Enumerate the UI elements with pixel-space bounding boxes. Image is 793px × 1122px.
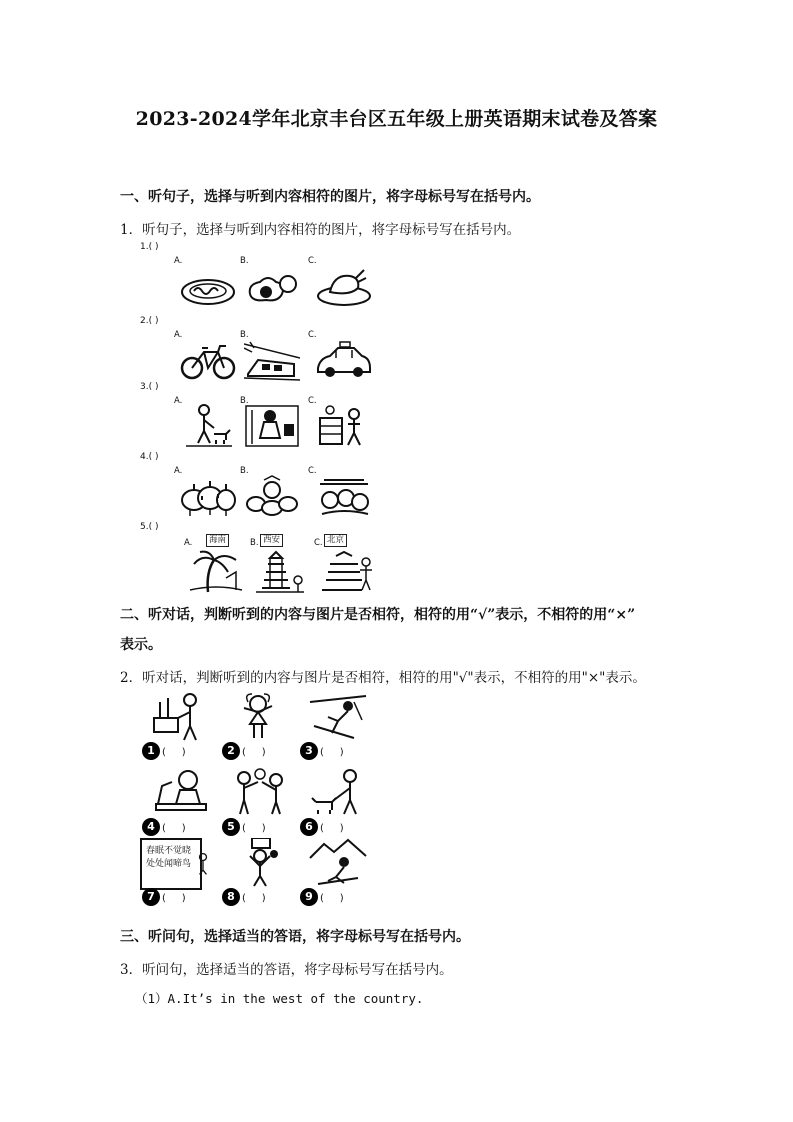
item-number-badge: 4 — [142, 818, 160, 836]
option-a-label: A. — [174, 466, 183, 476]
option-a-label: A. — [174, 330, 183, 340]
picture-item-6 — [298, 768, 372, 840]
picture-item-3 — [298, 692, 372, 764]
section2-heading-line1: 二、听对话，判断听到的内容与图片是否相符，相符的用“√”表示，不相符的用“×” — [120, 607, 636, 623]
q1-row-3 — [140, 382, 382, 450]
blackboard-line: 处处闻啼鸟 — [146, 859, 192, 869]
blackboard-line: 春眠不觉晓 — [146, 846, 192, 856]
option-b-label: B. — [240, 256, 249, 266]
q1-row-4 — [140, 452, 382, 520]
option-c-label: C. — [308, 466, 317, 476]
festival-food-icon — [244, 474, 300, 518]
q1-row-number: 1.( ) — [140, 242, 159, 252]
answer-blank[interactable]: ( ) — [320, 823, 344, 834]
option-b-label: B. — [250, 538, 259, 548]
girl-dancing-icon — [230, 692, 290, 744]
picture-item-8 — [220, 838, 294, 910]
picture-item-7 — [140, 838, 218, 910]
item-number-badge: 1 — [142, 742, 160, 760]
lanterns-icon — [180, 474, 236, 518]
section3-heading: 三、听问句，选择适当的答语，将字母标号写在括号内。 — [120, 929, 470, 945]
option-c-label: C. — [308, 396, 317, 406]
q1-row-2 — [140, 316, 382, 384]
boy-walking-dog-icon — [308, 768, 368, 820]
kids-badminton-icon — [230, 768, 290, 820]
boy-basketball-icon — [230, 838, 290, 890]
picture-item-2 — [220, 692, 294, 764]
picture-item-1 — [140, 692, 214, 764]
teacher-blackboard-icon — [190, 838, 216, 890]
item-number-badge: 5 — [222, 818, 240, 836]
pagoda-icon — [252, 550, 308, 594]
option-a-label: A. — [184, 538, 193, 548]
page-title: 2023-2024学年北京丰台区五年级上册英语期末试卷及答案 — [135, 108, 658, 130]
q1-row-number: 3.( ) — [140, 382, 159, 392]
option-c-label: C. — [314, 538, 323, 548]
item-number-badge: 7 — [142, 888, 160, 906]
woman-cooking-icon — [150, 692, 210, 744]
person-at-stall-icon — [316, 404, 372, 448]
girl-studying-icon — [150, 768, 210, 820]
question2-text: 2．听对话，判断听到的内容与图片是否相符，相符的用"√"表示，不相符的用"×"表示。 — [120, 670, 646, 686]
place-tag: 西安 — [260, 534, 283, 547]
answer-blank[interactable]: ( ) — [162, 893, 186, 904]
picture-item-4 — [140, 768, 214, 840]
question3-text: 3．听问句，选择适当的答语，将字母标号写在括号内。 — [120, 962, 453, 978]
question1-text: 1．听句子，选择与听到内容相符的图片，将字母标号写在括号内。 — [120, 222, 521, 238]
place-tag: 北京 — [324, 534, 347, 547]
option-b-label: B. — [240, 330, 249, 340]
section2-heading-line2: 表示。 — [120, 637, 162, 653]
fair-crowd-icon — [316, 474, 372, 518]
question1-picture-block — [140, 238, 382, 594]
q1-row-number: 5.( ) — [140, 522, 159, 532]
question2-picture-block — [140, 692, 372, 914]
skier-icon — [308, 692, 368, 744]
option-c-label: C. — [308, 330, 317, 340]
option-a-label: A. — [174, 256, 183, 266]
picture-item-5 — [220, 768, 294, 840]
taxi-icon — [316, 338, 372, 382]
answer-blank[interactable]: ( ) — [320, 747, 344, 758]
boy-walking-dog-icon — [180, 404, 236, 448]
q1-row-number: 2.( ) — [140, 316, 159, 326]
answer-blank[interactable]: ( ) — [242, 823, 266, 834]
option-a-label: A. — [174, 396, 183, 406]
answer-blank[interactable]: ( ) — [162, 823, 186, 834]
q1-row-number: 4.( ) — [140, 452, 159, 462]
roast-chicken-icon — [316, 264, 372, 308]
option-c-label: C. — [308, 256, 317, 266]
place-tag: 海南 — [206, 534, 229, 547]
train-icon — [244, 338, 300, 382]
picture-item-9 — [298, 838, 372, 910]
answer-blank[interactable]: ( ) — [162, 747, 186, 758]
answer-blank[interactable]: ( ) — [242, 893, 266, 904]
bicycle-icon — [180, 338, 236, 382]
item-number-badge: 3 — [300, 742, 318, 760]
woman-shopping-icon — [244, 404, 300, 448]
item-number-badge: 6 — [300, 818, 318, 836]
q1-row-5 — [140, 522, 382, 594]
item-number-badge: 8 — [222, 888, 240, 906]
item-number-badge: 9 — [300, 888, 318, 906]
temple-of-heaven-icon — [318, 550, 374, 594]
answer-blank[interactable]: ( ) — [320, 893, 344, 904]
q1-row-1 — [140, 242, 382, 310]
skiing-mountain-icon — [308, 838, 368, 890]
question3-option-1: （1）A.It’s in the west of the country. — [135, 991, 424, 1006]
noodles-plate-icon — [180, 264, 236, 308]
beach-palm-icon — [188, 550, 244, 594]
section1-heading: 一、听句子，选择与听到内容相符的图片，将字母标号写在括号内。 — [120, 189, 540, 205]
option-b-label: B. — [240, 396, 249, 406]
fried-egg-icon — [244, 264, 300, 308]
answer-blank[interactable]: ( ) — [242, 747, 266, 758]
item-number-badge: 2 — [222, 742, 240, 760]
option-b-label: B. — [240, 466, 249, 476]
